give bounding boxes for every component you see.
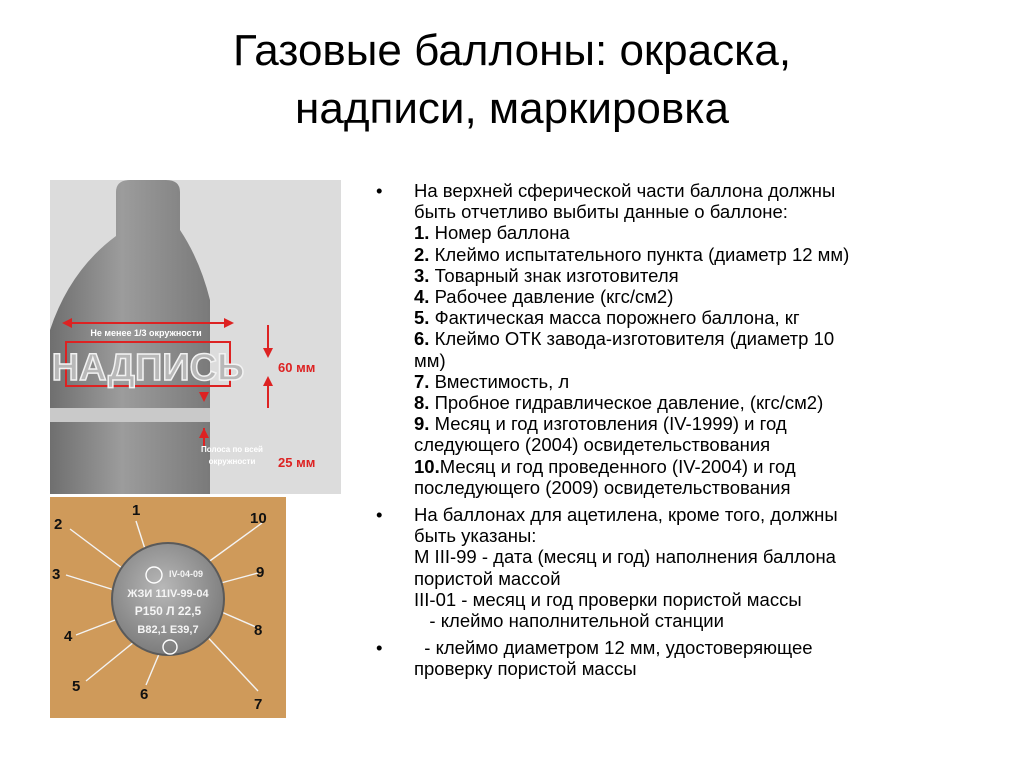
stamp-line-2: ЖЗИ 11IV-99-04 [127, 588, 209, 600]
item-text: последующего (2009) освидетельствования [414, 476, 791, 498]
list-item [414, 456, 968, 477]
stamp-number-2: 2 [54, 516, 63, 533]
bullet-line: пористой массой [414, 567, 561, 589]
stamp-line-3: Р150 Л 22,5 [134, 604, 202, 618]
bullet-line: - клеймо диаметром 12 мм, удостоверяющее [414, 637, 813, 659]
item-text: мм) [414, 349, 446, 371]
stamp-number-7: 7 [254, 696, 263, 713]
stamp-image [50, 497, 286, 718]
item-number: 8. [414, 392, 430, 414]
stamp-number-3: 3 [52, 566, 61, 583]
item-number: 10. [414, 455, 440, 477]
list-item [414, 265, 968, 286]
title-line-2: надписи, маркировка [295, 84, 729, 133]
title-line-1: Газовые баллоны: окраска, [232, 26, 792, 75]
item-number: 3. [414, 264, 430, 286]
stamp-drawing [50, 497, 286, 718]
item-text: следующего (2004) освидетельствования [414, 434, 771, 456]
item-text: Месяц и год изготовления (IV-1999) и год [429, 413, 787, 435]
item-text: Пробное гидравлическое давление, (кгс/см2) [429, 392, 824, 414]
cylinder-stripe-label-1: Полоса по всей [201, 445, 263, 454]
cylinder-drawing [50, 180, 341, 494]
bullet-line: III-01 - месяц и год проверки пористой массы [414, 588, 802, 610]
item-number: 4. [414, 286, 430, 308]
bullet-line: - клеймо наполнительной станции [414, 610, 724, 632]
bullet-line: проверку пористой массы [414, 658, 637, 680]
cylinder-stripe-label-2: окружности [208, 457, 256, 466]
bullet-line: быть указаны: [414, 525, 537, 547]
bullet-marker: • [376, 180, 383, 201]
stamp-line-4: В82,1 Е39,7 [137, 624, 199, 636]
list-item [414, 477, 968, 498]
item-number: 6. [414, 328, 430, 350]
bullet-marker: • [376, 637, 383, 659]
item-text: Рабочее давление (кгс/см2) [429, 286, 674, 308]
list-item [414, 286, 968, 307]
item-text: Клеймо ОТК завода-изготовителя (диаметр 10 [429, 328, 835, 350]
stamp-line-1: IV-04-09 [168, 569, 204, 579]
cylinder-stripe [50, 408, 210, 422]
list-item [414, 392, 968, 413]
item-number: 5. [414, 307, 430, 329]
cylinder-inscription: НАДПИСЬ [51, 347, 245, 389]
item-text: Фактическая масса порожнего баллона, кг [429, 307, 800, 329]
list-item [414, 413, 968, 434]
bullet-stamp-check [368, 637, 968, 679]
stamp-number-5: 5 [72, 678, 81, 695]
list-item [414, 371, 968, 392]
stamp-number-10: 10 [250, 510, 267, 527]
cylinder-marking-image [50, 180, 341, 494]
list-item [414, 222, 968, 243]
bullet-marker: • [376, 504, 383, 526]
slide-title [60, 22, 964, 138]
stamp-number-4: 4 [64, 628, 73, 645]
bullet-line: быть отчетливо выбиты данные о баллоне: [414, 201, 788, 223]
stamp-number-6: 6 [140, 686, 149, 703]
item-text: Клеймо испытательного пункта (диаметр 12 мм) [429, 243, 850, 265]
list-item [414, 434, 968, 455]
item-text: Вместимость, л [429, 370, 570, 392]
bullet-marking-data [368, 180, 968, 498]
bullet-list [368, 180, 968, 686]
stamp-number-9: 9 [256, 564, 265, 581]
item-number: 9. [414, 413, 430, 435]
list-item [414, 244, 968, 265]
bullet-line: М III-99 - дата (месяц и год) наполнения баллона [414, 546, 836, 568]
item-number: 2. [414, 243, 430, 265]
list-item [414, 328, 968, 349]
list-item [414, 307, 968, 328]
item-number: 1. [414, 222, 430, 244]
stamp-number-8: 8 [254, 622, 263, 639]
cylinder-dim-25: 25 мм [278, 455, 316, 470]
item-text: Номер баллона [429, 222, 570, 244]
item-text: Месяц и год проведенного (IV-2004) и год [439, 455, 796, 477]
item-text: Товарный знак изготовителя [429, 264, 679, 286]
bullet-acetylene [368, 504, 968, 631]
bullet-line: На верхней сферической части баллона должны [414, 180, 836, 201]
list-item [414, 350, 968, 371]
bullet-line: На баллонах для ацетилена, кроме того, должны [414, 504, 838, 526]
item-number: 7. [414, 370, 430, 392]
stamp-number-1: 1 [132, 502, 141, 519]
cylinder-dim-60: 60 мм [278, 360, 316, 375]
cylinder-label-top: Не менее 1/3 окружности [90, 328, 202, 338]
